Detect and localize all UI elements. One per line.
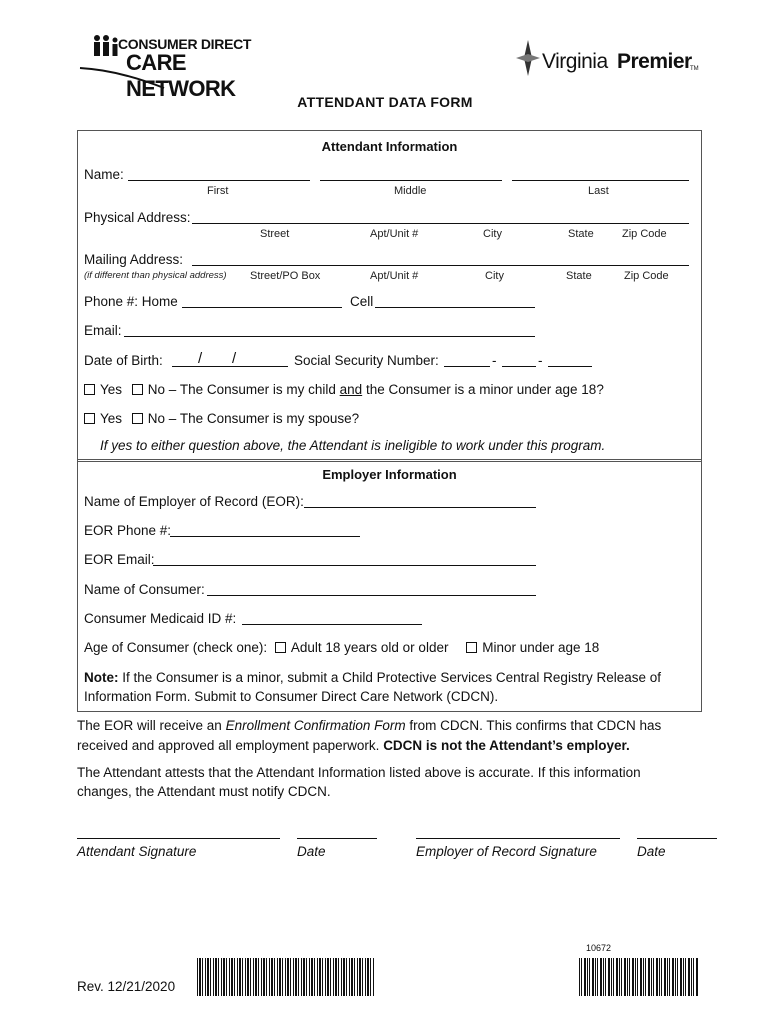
form-title: ATTENDANT DATA FORM xyxy=(297,94,473,110)
para2-line1: The Attendant attests that the Attendant Information listed above is accurate. If this information xyxy=(77,765,641,780)
q1-yes-label: Yes xyxy=(100,382,123,397)
attendant-signature-label: Attendant Signature xyxy=(77,844,197,859)
para1-line2 xyxy=(77,738,630,753)
q2-no-checkbox[interactable] xyxy=(132,413,143,424)
q2-yes-checkbox[interactable] xyxy=(84,413,95,424)
physical-address-field[interactable] xyxy=(192,223,689,224)
eor-email-label: EOR Email: xyxy=(84,552,155,567)
virginia-premier-logo xyxy=(516,40,716,80)
question-spouse-row xyxy=(84,411,359,426)
eor-phone-label: EOR Phone #: xyxy=(84,523,172,538)
middle-name-field[interactable] xyxy=(320,180,502,181)
first-caption: First xyxy=(207,185,229,197)
age-row xyxy=(84,640,599,655)
para1-line1 xyxy=(77,718,661,733)
eor-signature-field[interactable] xyxy=(416,838,620,839)
medicaid-field[interactable] xyxy=(242,624,422,625)
ssn-dash1: - xyxy=(492,353,497,368)
mailing-note: (if different than physical address) xyxy=(84,270,227,281)
logo-line1: CONSUMER DIRECT xyxy=(118,36,252,52)
name-label: Name: xyxy=(84,167,124,182)
physical-address-label: Physical Address: xyxy=(84,210,191,225)
ssn-dash2: - xyxy=(538,353,543,368)
dob-field[interactable] xyxy=(172,366,288,367)
city2-caption: City xyxy=(485,270,504,282)
dob-sep1: / xyxy=(198,350,203,367)
barcode-left xyxy=(197,958,375,996)
age-label: Age of Consumer (check one): xyxy=(84,640,268,655)
medicaid-label: Consumer Medicaid ID #: xyxy=(84,611,237,626)
dob-label: Date of Birth: xyxy=(84,353,163,368)
logo-swoosh xyxy=(78,62,168,92)
first-name-field[interactable] xyxy=(128,180,310,181)
middle-caption: Middle xyxy=(394,185,427,197)
p1-b: from CDCN. This confirms that CDCN has xyxy=(409,718,662,733)
cell-label: Cell xyxy=(350,294,374,309)
para2-line2: changes, the Attendant must notify CDCN. xyxy=(77,784,331,799)
attendant-signature-field[interactable] xyxy=(77,838,280,839)
city-caption: City xyxy=(483,228,502,240)
p1-bold: CDCN is not the Attendant’s employer. xyxy=(383,738,630,753)
date1-label: Date xyxy=(297,844,326,859)
date2-label: Date xyxy=(637,844,666,859)
form-number: 10672 xyxy=(586,943,612,953)
ineligible-note: If yes to either question above, the Attendant is ineligible to work under this program. xyxy=(100,438,606,453)
last-caption: Last xyxy=(588,185,609,197)
ssn-field-3[interactable] xyxy=(548,366,592,367)
p1-line2: received and approved all employment paperwork. xyxy=(77,738,380,753)
last-name-field[interactable] xyxy=(512,180,689,181)
note-text1: If the Consumer is a minor, submit a Child Protective Services Central Registry Release of xyxy=(122,670,661,685)
zip-caption: Zip Code xyxy=(622,228,667,240)
state-caption: State xyxy=(568,228,594,240)
employer-heading: Employer Information xyxy=(322,467,457,482)
q2-yes-label: Yes xyxy=(100,411,123,426)
dob-sep2: / xyxy=(232,350,237,367)
q1-yes-checkbox[interactable] xyxy=(84,384,95,395)
phone-home-label: Phone #: Home xyxy=(84,294,178,309)
question-child-row xyxy=(84,382,604,397)
note-line2: Information Form. Submit to Consumer Direct Care Network (CDCN). xyxy=(84,689,499,704)
eor-name-field[interactable] xyxy=(304,507,536,508)
note-line1 xyxy=(84,670,661,685)
zip2-caption: Zip Code xyxy=(624,270,669,282)
cdcn-logo xyxy=(78,32,263,101)
p1-a: The EOR will receive an xyxy=(77,718,222,733)
q1-no-checkbox[interactable] xyxy=(132,384,143,395)
apt-caption: Apt/Unit # xyxy=(370,228,419,240)
revision-date: Rev. 12/21/2020 xyxy=(77,979,176,994)
email-field[interactable] xyxy=(124,336,535,337)
ssn-field-1[interactable] xyxy=(444,366,490,367)
eor-signature-label: Employer of Record Signature xyxy=(416,844,597,859)
ssn-field-2[interactable] xyxy=(502,366,536,367)
cell-field[interactable] xyxy=(375,307,535,308)
logo-virginia: Virginia xyxy=(542,50,608,73)
email-label: Email: xyxy=(84,323,122,338)
logo-tm: TM xyxy=(690,66,699,72)
date2-field[interactable] xyxy=(637,838,717,839)
phone-home-field[interactable] xyxy=(182,307,342,308)
eor-name-label: Name of Employer of Record (EOR): xyxy=(84,494,304,509)
adult-checkbox[interactable] xyxy=(275,642,286,653)
mailing-address-label: Mailing Address: xyxy=(84,252,184,267)
consumer-name-label: Name of Consumer: xyxy=(84,582,205,597)
logo-line2: CARE NETWORK xyxy=(126,50,236,101)
street-caption: Street xyxy=(260,228,290,240)
q1-text-a: No – The Consumer is my child xyxy=(147,382,336,397)
street-po-caption: Street/PO Box xyxy=(250,270,321,282)
logo-premier: Premier xyxy=(617,50,692,73)
apt2-caption: Apt/Unit # xyxy=(370,270,419,282)
note-bold: Note: xyxy=(84,670,119,685)
eor-phone-field[interactable] xyxy=(170,536,360,537)
q1-and: and xyxy=(339,382,363,397)
minor-label: Minor under age 18 xyxy=(482,640,600,655)
adult-label: Adult 18 years old or older xyxy=(290,640,449,655)
date1-field[interactable] xyxy=(297,838,377,839)
p1-ital: Enrollment Confirmation Form xyxy=(225,718,406,733)
consumer-name-field[interactable] xyxy=(207,595,536,596)
barcode-right xyxy=(579,958,699,996)
eor-email-field[interactable] xyxy=(153,565,536,566)
state2-caption: State xyxy=(566,270,592,282)
q2-text: No – The Consumer is my spouse? xyxy=(147,411,360,426)
compass-star-icon xyxy=(516,40,540,76)
minor-checkbox[interactable] xyxy=(466,642,477,653)
ssn-label: Social Security Number: xyxy=(294,353,439,368)
q1-text-b: the Consumer is a minor under age 18? xyxy=(365,382,604,397)
attendant-heading: Attendant Information xyxy=(321,139,458,154)
mailing-address-field[interactable] xyxy=(192,265,689,266)
